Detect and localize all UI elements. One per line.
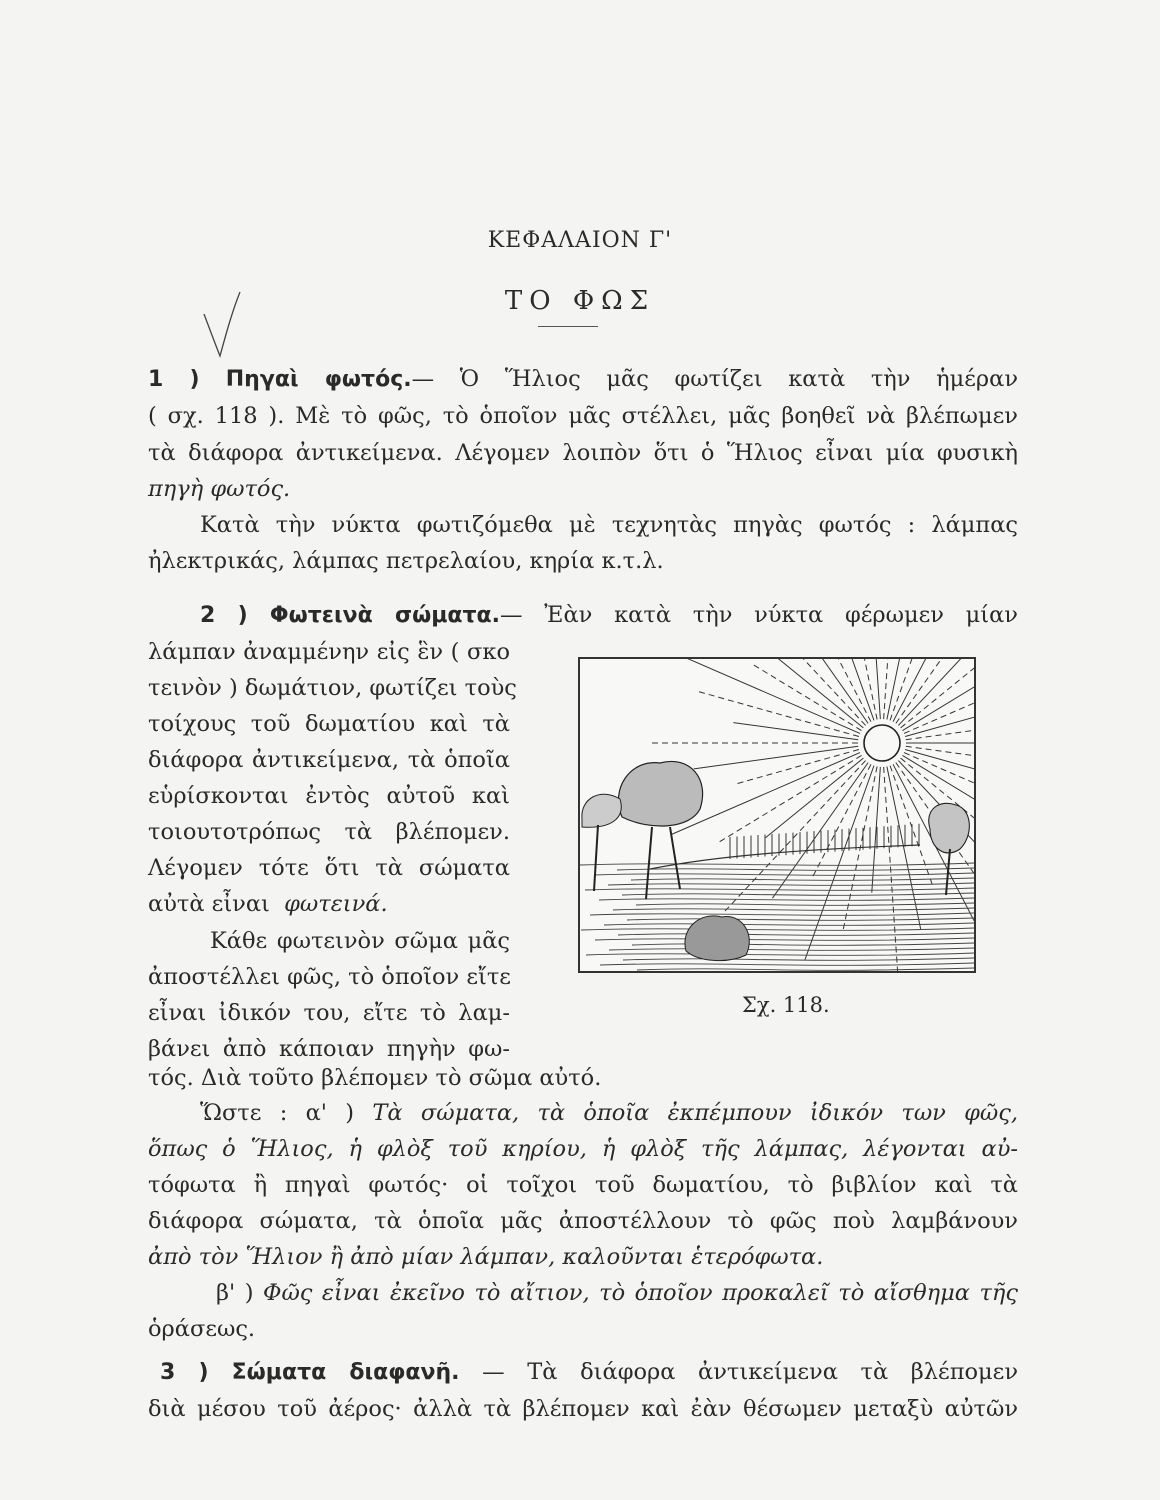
sun-ray (754, 665, 862, 730)
s2-text-9a: αὐτὰ εἶναι (148, 891, 270, 917)
s1-line-3: τὰ διάφορα ἀντικείμενα. Λέγομεν λοιπὸν ὅτι ὁ Ἥλιος εἶναι μία φυσικὴ (148, 440, 1018, 466)
ground-line (636, 903, 974, 905)
s2-a-label: Ὥστε : α' ) (200, 1100, 355, 1126)
s2-line-2: λάμπαν ἀναμμένην εἰς ἓν ( σκο (148, 639, 510, 665)
s1-line-1 (148, 364, 1018, 395)
title-divider (538, 326, 598, 327)
s2-b-label: β' ) (216, 1280, 254, 1306)
ground-line (613, 908, 974, 910)
s2-line-a3: τόφωτα ἢ πηγαὶ φωτός· οἱ τοῖχοι τοῦ δωματίου, τὸ βιβλίον καὶ τὰ (148, 1172, 1018, 1198)
s1-line-6: ἠλεκτρικάς, λάμπας πετρελαίου, κηρία κ.τ.λ. (148, 548, 664, 574)
s2-line-b1 (216, 1278, 1018, 1308)
sun-ray (906, 723, 974, 740)
chapter-title: ΤΟ ΦΩΣ (504, 286, 656, 316)
sun-ray (805, 659, 874, 720)
s2-b-text-1: Φῶς εἶναι ἐκεῖνο τὸ αἴτιον, τὸ ὁποῖον προκαλεῖ τὸ αἴσθημα τῆς (263, 1280, 1019, 1306)
s2-line-3: τεινὸν ) δωμάτιον, φωτίζει τοὺς (148, 675, 517, 701)
sun-ray (795, 659, 868, 723)
s2-line-a2: ὅπως ὁ Ἥλιος, ἡ φλὸξ τοῦ κηρίου, ἡ φλὸξ τῆς λάμπας, λέγονται αὐ- (148, 1136, 1018, 1162)
s2-heading: 2 ) Φωτεινὰ σώματα. (200, 603, 501, 628)
s2-line-6: εὑρίσκονται ἐντὸς αὐτοῦ καὶ (148, 783, 510, 809)
sun-ray (884, 767, 898, 971)
s2-text-1: — Ἐὰν κατὰ τὴν νύκτα φέρωμεν μίαν (500, 602, 1018, 628)
figure-sunset-illustration (578, 657, 976, 973)
ground-line (595, 938, 974, 940)
sun-ray (671, 659, 860, 733)
ground-line (627, 918, 974, 920)
sun-ray (725, 659, 866, 725)
sun-ray (795, 659, 871, 722)
s3-heading: 3 ) Σώματα διαφανῆ. (160, 1360, 460, 1385)
s3-line-1 (160, 1357, 1018, 1388)
ground-line (604, 923, 974, 925)
sun-ray (893, 659, 974, 722)
ground-line (637, 968, 974, 970)
sun-ray (735, 659, 864, 728)
ground-line (609, 948, 974, 950)
ground-line (600, 963, 974, 965)
s3-text-1: — Τὰ διάφορα ἀντικείμενα τὰ βλέπομεν (459, 1359, 1019, 1385)
s2-line-b2: ὁράσεως. (148, 1316, 256, 1342)
ground-line (590, 913, 974, 915)
sun-ray (872, 767, 881, 893)
s1-line-2: ( σχ. 118 ). Μὲ τὸ φῶς, τὸ ὁποῖον μᾶς στέλλει, μᾶς βοηθεῖ νὰ βλέπωμεν (148, 403, 1018, 429)
sun-ray (694, 746, 858, 769)
s2-line-13: βάνει ἀπὸ κάποιαν πηγὴν φω- (148, 1036, 510, 1062)
s2-line-11: ἀποστέλλει φῶς, τὸ ὁποῖον εἴτε (148, 964, 511, 990)
ground-line (599, 898, 974, 900)
tree-right (929, 803, 970, 895)
sun-ray (896, 659, 969, 723)
s1-heading: 1 ) Πηγαὶ φωτός. (148, 367, 412, 392)
s1-text-5: Κατὰ τὴν νύκτα φωτιζόμεθα μὲ τεχνητὰς πηγὰς φωτός : λάμπας (200, 512, 1018, 538)
s2-line-a4: διάφορα σώματα, τὰ ὁποῖα μᾶς ἀποστέλλουν τὸ φῶς ποὺ λαμβάνουν (148, 1208, 1018, 1234)
s2-line-4: τοίχους τοῦ δωματίου καὶ τὰ (148, 711, 510, 737)
s2-text-9b: φωτεινά. (284, 891, 388, 917)
sun-ray (884, 659, 898, 719)
s1-line-5 (200, 510, 1018, 540)
ground-line (594, 873, 974, 875)
s1-line-4: πηγὴ φωτός. (148, 476, 291, 502)
s3-line-2: διὰ μέσου τοῦ ἀέρος· ἀλλὰ τὰ βλέπομεν καὶ ἐὰν θέσωμεν μεταξὺ αὐτῶν (148, 1396, 1018, 1422)
s2-line-8: Λέγομεν τότε ὅτι τὰ σώματα (148, 855, 510, 881)
ground-line (608, 883, 974, 885)
sun-icon (864, 725, 900, 761)
s2-line-7: τοιουτοτρόπως τὰ βλέπομεν. (148, 819, 510, 845)
s2-line-5: διάφορα ἀντικείμενα, τὰ ὁποῖα (148, 747, 510, 773)
s2-line-1 (200, 600, 1018, 631)
ground-line (618, 933, 974, 935)
ground-line (580, 863, 974, 865)
ground-line (622, 893, 974, 895)
s2-line-10: Κάθε φωτεινὸν σῶμα μᾶς (210, 928, 510, 954)
ground-line (631, 878, 974, 880)
s2-line-a5: ἀπὸ τὸν Ἥλιον ἢ ἀπὸ μίαν λάμπαν, καλοῦνται ἑτερόφωτα. (148, 1244, 824, 1270)
sun-ray (898, 659, 974, 725)
s2-line-9 (148, 889, 388, 919)
s2-line-14: τός. Διὰ τοῦτο βλέπομεν τὸ σῶμα αὐτό. (148, 1065, 602, 1091)
ground-hatching (580, 863, 974, 970)
chapter-heading: ΚΕΦΑΛΑΙΟΝ Γ' (487, 228, 673, 253)
tree-left (582, 761, 703, 899)
ground-line (623, 958, 974, 960)
ground-line (581, 928, 974, 930)
landscape-sun-drawing (580, 659, 974, 971)
s2-line-12: εἶναι ἰδικόν του, εἴτε τὸ λαμ- (148, 1000, 510, 1026)
s2-a-text-1: Τὰ σώματα, τὰ ὁποῖα ἐκπέμπουν ἰδικόν των φῶς, (372, 1100, 1019, 1126)
ground-line (586, 953, 974, 955)
ground-line (632, 943, 974, 945)
sun-ray (725, 761, 866, 912)
sun-ray (766, 758, 864, 838)
ground-line (617, 868, 974, 870)
figure-caption: Σχ. 118. (742, 993, 830, 1017)
sun-ray (805, 766, 874, 960)
s2-line-a1 (200, 1098, 1018, 1128)
s1-text-1: — Ὁ Ἥλιος μᾶς φωτίζει κατὰ τὴν ἡμέραν (411, 366, 1018, 392)
sun-ray (813, 764, 871, 876)
